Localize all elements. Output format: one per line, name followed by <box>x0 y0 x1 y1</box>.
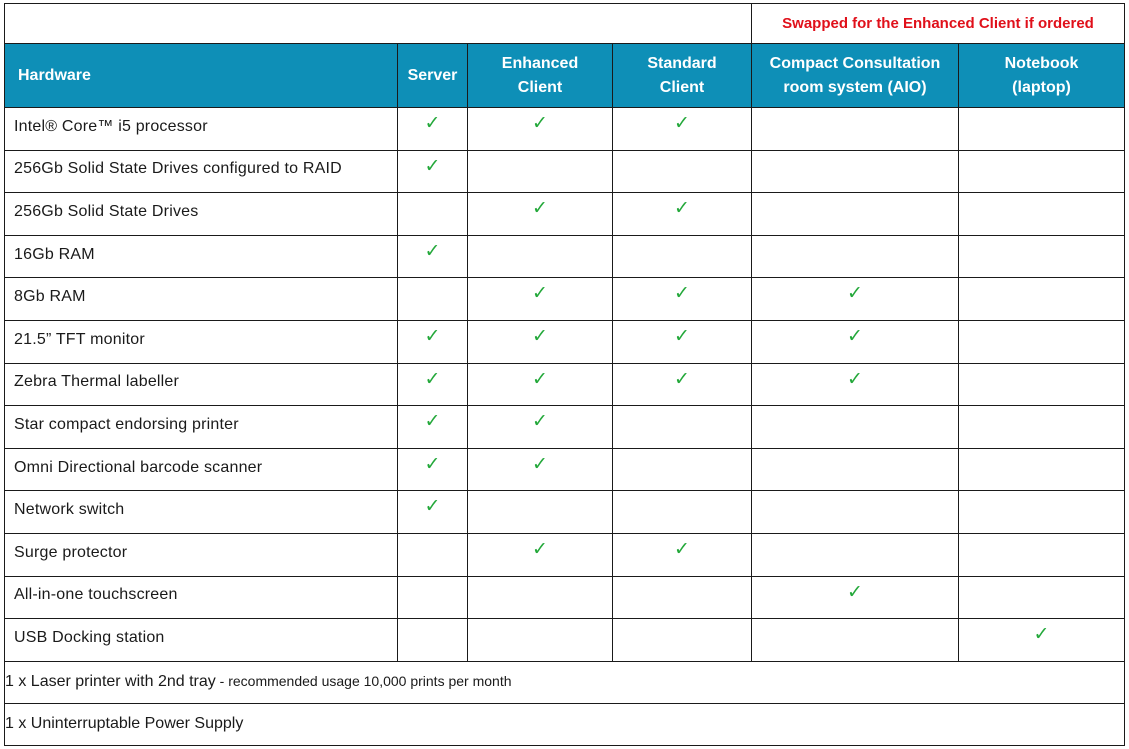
check-icon: ✓ <box>674 367 690 390</box>
hardware-item: Star compact endorsing printer <box>5 406 398 449</box>
cell-enhanced-client <box>468 108 613 151</box>
table-row <box>5 235 1125 278</box>
cell-compact-consultation <box>752 619 959 662</box>
hardware-item: Network switch <box>5 491 398 534</box>
check-icon: ✓ <box>532 282 548 305</box>
cell-notebook <box>959 619 1125 662</box>
check-icon: ✓ <box>674 282 690 305</box>
cell-compact-consultation <box>752 278 959 321</box>
cell-enhanced-client <box>468 533 613 576</box>
cell-compact-consultation <box>752 533 959 576</box>
cell-compact-consultation <box>752 150 959 193</box>
hardware-item: All-in-one touchscreen <box>5 576 398 619</box>
cell-enhanced-client <box>468 320 613 363</box>
cell-standard-client <box>613 320 752 363</box>
cell-server <box>398 619 468 662</box>
cell-standard-client <box>613 533 752 576</box>
cell-standard-client <box>613 108 752 151</box>
col-header-notebook: Notebook (laptop) <box>959 44 1125 108</box>
hardware-table <box>4 3 1125 746</box>
cell-standard-client <box>613 150 752 193</box>
cell-standard-client <box>613 491 752 534</box>
check-icon: ✓ <box>847 367 863 390</box>
cell-enhanced-client <box>468 491 613 534</box>
check-icon: ✓ <box>532 112 548 134</box>
cell-notebook <box>959 193 1125 236</box>
cell-enhanced-client <box>468 576 613 619</box>
cell-server <box>398 150 468 193</box>
hardware-item: Omni Directional barcode scanner <box>5 448 398 491</box>
check-icon: ✓ <box>532 537 548 560</box>
table-row <box>5 108 1125 151</box>
check-icon: ✓ <box>532 367 548 390</box>
cell-enhanced-client <box>468 619 613 662</box>
check-icon: ✓ <box>532 197 548 220</box>
cell-standard-client <box>613 278 752 321</box>
cell-notebook <box>959 406 1125 449</box>
cell-enhanced-client <box>468 278 613 321</box>
table-row <box>5 619 1125 662</box>
cell-standard-client <box>613 235 752 278</box>
cell-notebook <box>959 491 1125 534</box>
cell-standard-client <box>613 406 752 449</box>
table-row <box>5 448 1125 491</box>
cell-server <box>398 320 468 363</box>
cell-server <box>398 491 468 534</box>
cell-notebook <box>959 235 1125 278</box>
check-icon: ✓ <box>1033 623 1050 646</box>
table-row <box>5 491 1125 534</box>
cell-standard-client <box>613 193 752 236</box>
check-icon: ✓ <box>532 410 548 433</box>
cell-standard-client <box>613 576 752 619</box>
cell-notebook <box>959 320 1125 363</box>
hardware-item: Intel® Core™ i5 processor <box>5 108 398 151</box>
cell-server <box>398 576 468 619</box>
col-header-compact-consultation: Compact Consultation room system (AIO) <box>752 44 959 108</box>
hardware-item: Surge protector <box>5 533 398 576</box>
cell-compact-consultation <box>752 448 959 491</box>
check-icon: ✓ <box>424 239 441 262</box>
table-row <box>5 363 1125 406</box>
cell-enhanced-client <box>468 448 613 491</box>
cell-notebook <box>959 533 1125 576</box>
check-icon: ✓ <box>847 324 863 347</box>
cell-notebook <box>959 108 1125 151</box>
note-spacer <box>5 4 752 44</box>
check-icon: ✓ <box>424 495 441 518</box>
check-icon: ✓ <box>532 452 548 475</box>
check-icon: ✓ <box>424 112 441 134</box>
table-row <box>5 576 1125 619</box>
check-icon: ✓ <box>424 410 441 433</box>
footer-item <box>5 703 1125 745</box>
cell-enhanced-client <box>468 406 613 449</box>
table-row <box>5 406 1125 449</box>
cell-compact-consultation <box>752 363 959 406</box>
table-row <box>5 278 1125 321</box>
cell-compact-consultation <box>752 235 959 278</box>
cell-compact-consultation <box>752 320 959 363</box>
cell-compact-consultation <box>752 576 959 619</box>
check-icon: ✓ <box>424 367 441 390</box>
cell-compact-consultation <box>752 193 959 236</box>
check-icon: ✓ <box>424 154 441 177</box>
note-row <box>5 4 1125 44</box>
table-row <box>5 193 1125 236</box>
hardware-item: 8Gb RAM <box>5 278 398 321</box>
cell-server <box>398 533 468 576</box>
check-icon: ✓ <box>532 324 548 347</box>
cell-server <box>398 406 468 449</box>
table-row <box>5 533 1125 576</box>
footer-row <box>5 661 1125 703</box>
cell-standard-client <box>613 363 752 406</box>
col-header-enhanced-client: Enhanced Client <box>468 44 613 108</box>
col-header-hardware: Hardware <box>5 44 398 108</box>
footer-item-label: 1 x Uninterruptable Power Supply <box>5 715 244 733</box>
cell-notebook <box>959 363 1125 406</box>
cell-enhanced-client <box>468 235 613 278</box>
check-icon: ✓ <box>674 112 690 134</box>
cell-notebook <box>959 448 1125 491</box>
check-icon: ✓ <box>674 324 690 347</box>
check-icon: ✓ <box>847 282 863 305</box>
cell-server <box>398 363 468 406</box>
footer-item <box>5 661 1125 703</box>
check-icon: ✓ <box>674 197 690 220</box>
cell-server <box>398 193 468 236</box>
footer-row <box>5 703 1125 745</box>
check-icon: ✓ <box>424 452 441 475</box>
table-row <box>5 320 1125 363</box>
cell-notebook <box>959 150 1125 193</box>
col-header-standard-client: Standard Client <box>613 44 752 108</box>
footer-item-label: 1 x Laser printer with 2nd tray <box>5 673 216 691</box>
hardware-item: 256Gb Solid State Drives <box>5 193 398 236</box>
swap-note: Swapped for the Enhanced Client if ordered <box>752 4 1125 44</box>
cell-notebook <box>959 576 1125 619</box>
cell-enhanced-client <box>468 150 613 193</box>
check-icon: ✓ <box>424 324 441 347</box>
check-icon: ✓ <box>847 580 863 603</box>
col-header-server: Server <box>398 44 468 108</box>
hardware-item: 21.5” TFT monitor <box>5 320 398 363</box>
cell-server <box>398 278 468 321</box>
hardware-item: USB Docking station <box>5 619 398 662</box>
cell-enhanced-client <box>468 363 613 406</box>
cell-compact-consultation <box>752 406 959 449</box>
cell-enhanced-client <box>468 193 613 236</box>
hardware-item: 16Gb RAM <box>5 235 398 278</box>
cell-notebook <box>959 278 1125 321</box>
cell-standard-client <box>613 448 752 491</box>
cell-server <box>398 108 468 151</box>
hardware-item: Zebra Thermal labeller <box>5 363 398 406</box>
cell-server <box>398 235 468 278</box>
check-icon: ✓ <box>674 537 690 560</box>
cell-compact-consultation <box>752 108 959 151</box>
cell-compact-consultation <box>752 491 959 534</box>
hardware-item: 256Gb Solid State Drives configured to RAID <box>5 150 398 193</box>
cell-standard-client <box>613 619 752 662</box>
header-row <box>5 44 1125 108</box>
hardware-table-container <box>4 3 1124 746</box>
cell-server <box>398 448 468 491</box>
footer-item-note: - recommended usage 10,000 prints per month <box>215 673 512 690</box>
table-row <box>5 150 1125 193</box>
